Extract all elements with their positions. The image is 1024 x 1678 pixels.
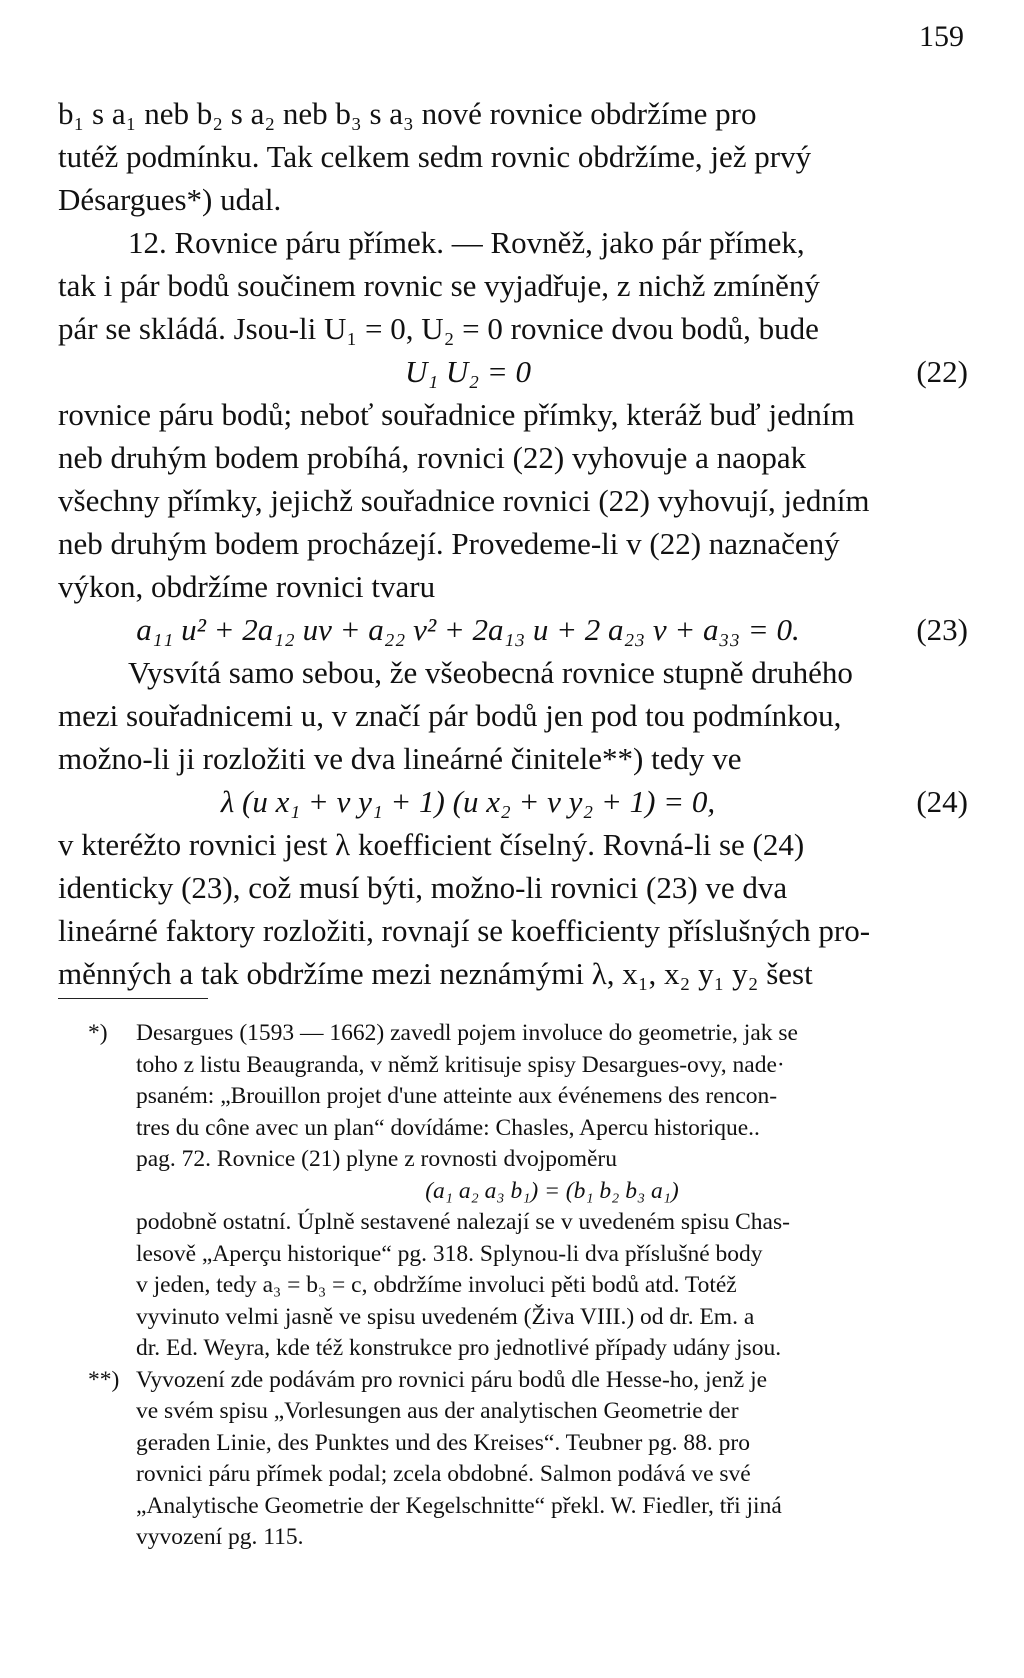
footnote-line: Desargues (1593 — 1662) zavedl pojem involuce do geometrie, jak se — [136, 1020, 798, 1046]
equation-24 — [58, 780, 968, 823]
footnote-line: toho z listu Beaugranda, v němž kritisuje spisy Desargues-ovy, nade· — [136, 1051, 785, 1078]
text-line: možno-li ji rozložiti ve dva lineárné činitele**) tedy ve — [58, 741, 742, 776]
text-line: identicky (23), což musí býti, možno-li rovnici (23) ve dva — [58, 870, 788, 905]
footnote-separator — [58, 998, 208, 999]
text-line: výkon, obdržíme rovnici tvaru — [58, 569, 436, 604]
text-line: mezi souřadnicemi u, v značí pár bodů jen pod tou podmínkou, — [58, 698, 842, 733]
equation-expression: U₁ U₂ = 0 — [405, 354, 531, 389]
text-line: pár se skládá. Jsou-li U₁ = 0, U₂ = 0 rovnice dvou bodů, bude — [58, 311, 819, 346]
footnote-mark: **) — [88, 1366, 120, 1393]
footnote-line: psaném: „Brouillon projet d'une atteinte aux événemens des rencon- — [136, 1083, 778, 1109]
footnote-line: dr. Ed. Weyra, kde též konstrukce pro jednotlivé případy udány jsou. — [136, 1335, 782, 1361]
equation-number: (24) — [916, 784, 968, 819]
footnote-2 — [88, 1365, 968, 1554]
text-line: Désargues*) udal. — [58, 182, 282, 217]
text-line: tutéž podmínku. Tak celkem sedm rovnic obdržíme, jež prvý — [58, 139, 812, 174]
footnote-line: podobně ostatní. Úplně sestavené nalezají se v uvedeném spisu Chas- — [136, 1209, 790, 1235]
page-number: 159 — [919, 20, 964, 53]
text-line: neb druhým bodem probíhá, rovnici (22) vyhovuje a naopak — [58, 440, 807, 475]
footnote-line: vyvození pg. 115. — [136, 1524, 304, 1550]
footnote-line: Vyvození zde podávám pro rovnici páru bodů dle Hesse-ho, jenž je — [136, 1366, 768, 1393]
footnote-line: ve svém spisu „Vorlesungen aus der analytischen Geometrie der — [136, 1398, 739, 1424]
footnote-formula: (a₁ a₂ a₃ b₁) = (b₁ b₂ b₃ a₁) — [425, 1177, 679, 1204]
text-line: tak i pár bodů součinem rovnic se vyjadřuje, z nichž zmíněný — [58, 268, 820, 303]
text-line: lineárné faktory rozložiti, rovnají se koefficienty příslušných pro- — [58, 913, 871, 948]
equation-number: (22) — [916, 354, 968, 389]
equation-expression: a₁₁ u² + 2a₁₂ uv + a₂₂ v² + 2a₁₃ u + 2 a₂₃ v + a₃₃ = 0. — [136, 612, 800, 647]
footnote-line: tres du cône avec un plan“ dovídáme: Chasles, Apercu historique.. — [136, 1114, 760, 1141]
text-line: neb druhým bodem procházejí. Provedeme-li v (22) naznačený — [58, 526, 840, 561]
text-line: měnných a tak obdržíme mezi neznámými λ, x₁, x₂ y₁ y₂ šest — [58, 956, 813, 991]
text-line: b₁ s a₁ neb b₂ s a₂ neb b₃ s a₃ nové rovnice obdržíme pro — [58, 96, 757, 131]
footnote-line: „Analytische Geometrie der Kegelschnitte“ překl. W. Fiedler, tři jiná — [136, 1492, 782, 1519]
equation-number: (23) — [916, 612, 968, 647]
footnotes — [88, 1018, 968, 1554]
footnote-1 — [88, 1018, 968, 1365]
main-text — [58, 92, 968, 995]
equation-23 — [58, 608, 968, 651]
text-line: všechny přímky, jejichž souřadnice rovnici (22) vyhovují, jedním — [58, 483, 870, 518]
text-line: Vysvítá samo sebou, že všeobecná rovnice stupně druhého — [128, 655, 853, 690]
footnote-line: lesově „Aperçu historique“ pg. 318. Splynou-li dva příslušné body — [136, 1240, 763, 1267]
text-line: v kteréžto rovnici jest λ koefficient číselný. Rovná-li se (24) — [58, 827, 805, 862]
footnote-line: rovnici páru přímek podal; zcela obdobné. Salmon podává ve své — [136, 1461, 751, 1487]
equation-22 — [58, 350, 968, 393]
footnote-mark: *) — [88, 1020, 108, 1046]
section-heading-line: 12. Rovnice páru přímek. — Rovněž, jako pár přímek, — [128, 225, 805, 260]
footnote-line: geraden Linie, des Punktes und des Kreises“. Teubner pg. 88. pro — [136, 1429, 750, 1456]
text-line: rovnice páru bodů; neboť souřadnice přímky, kteráž buď jedním — [58, 397, 855, 432]
footnote-line: pag. 72. Rovnice (21) plyne z rovnosti dvojpoměru — [136, 1146, 618, 1172]
equation-expression: λ (u x₁ + v y₁ + 1) (u x₂ + v y₂ + 1) = 0, — [220, 784, 716, 819]
footnote-line: v jeden, tedy a₃ = b₃ = c, obdržíme involuci pěti bodů atd. Totéž — [136, 1272, 737, 1298]
footnote-line: vyvinuto velmi jasně ve spisu uvedeném (Živa VIII.) od dr. Em. a — [136, 1303, 755, 1330]
